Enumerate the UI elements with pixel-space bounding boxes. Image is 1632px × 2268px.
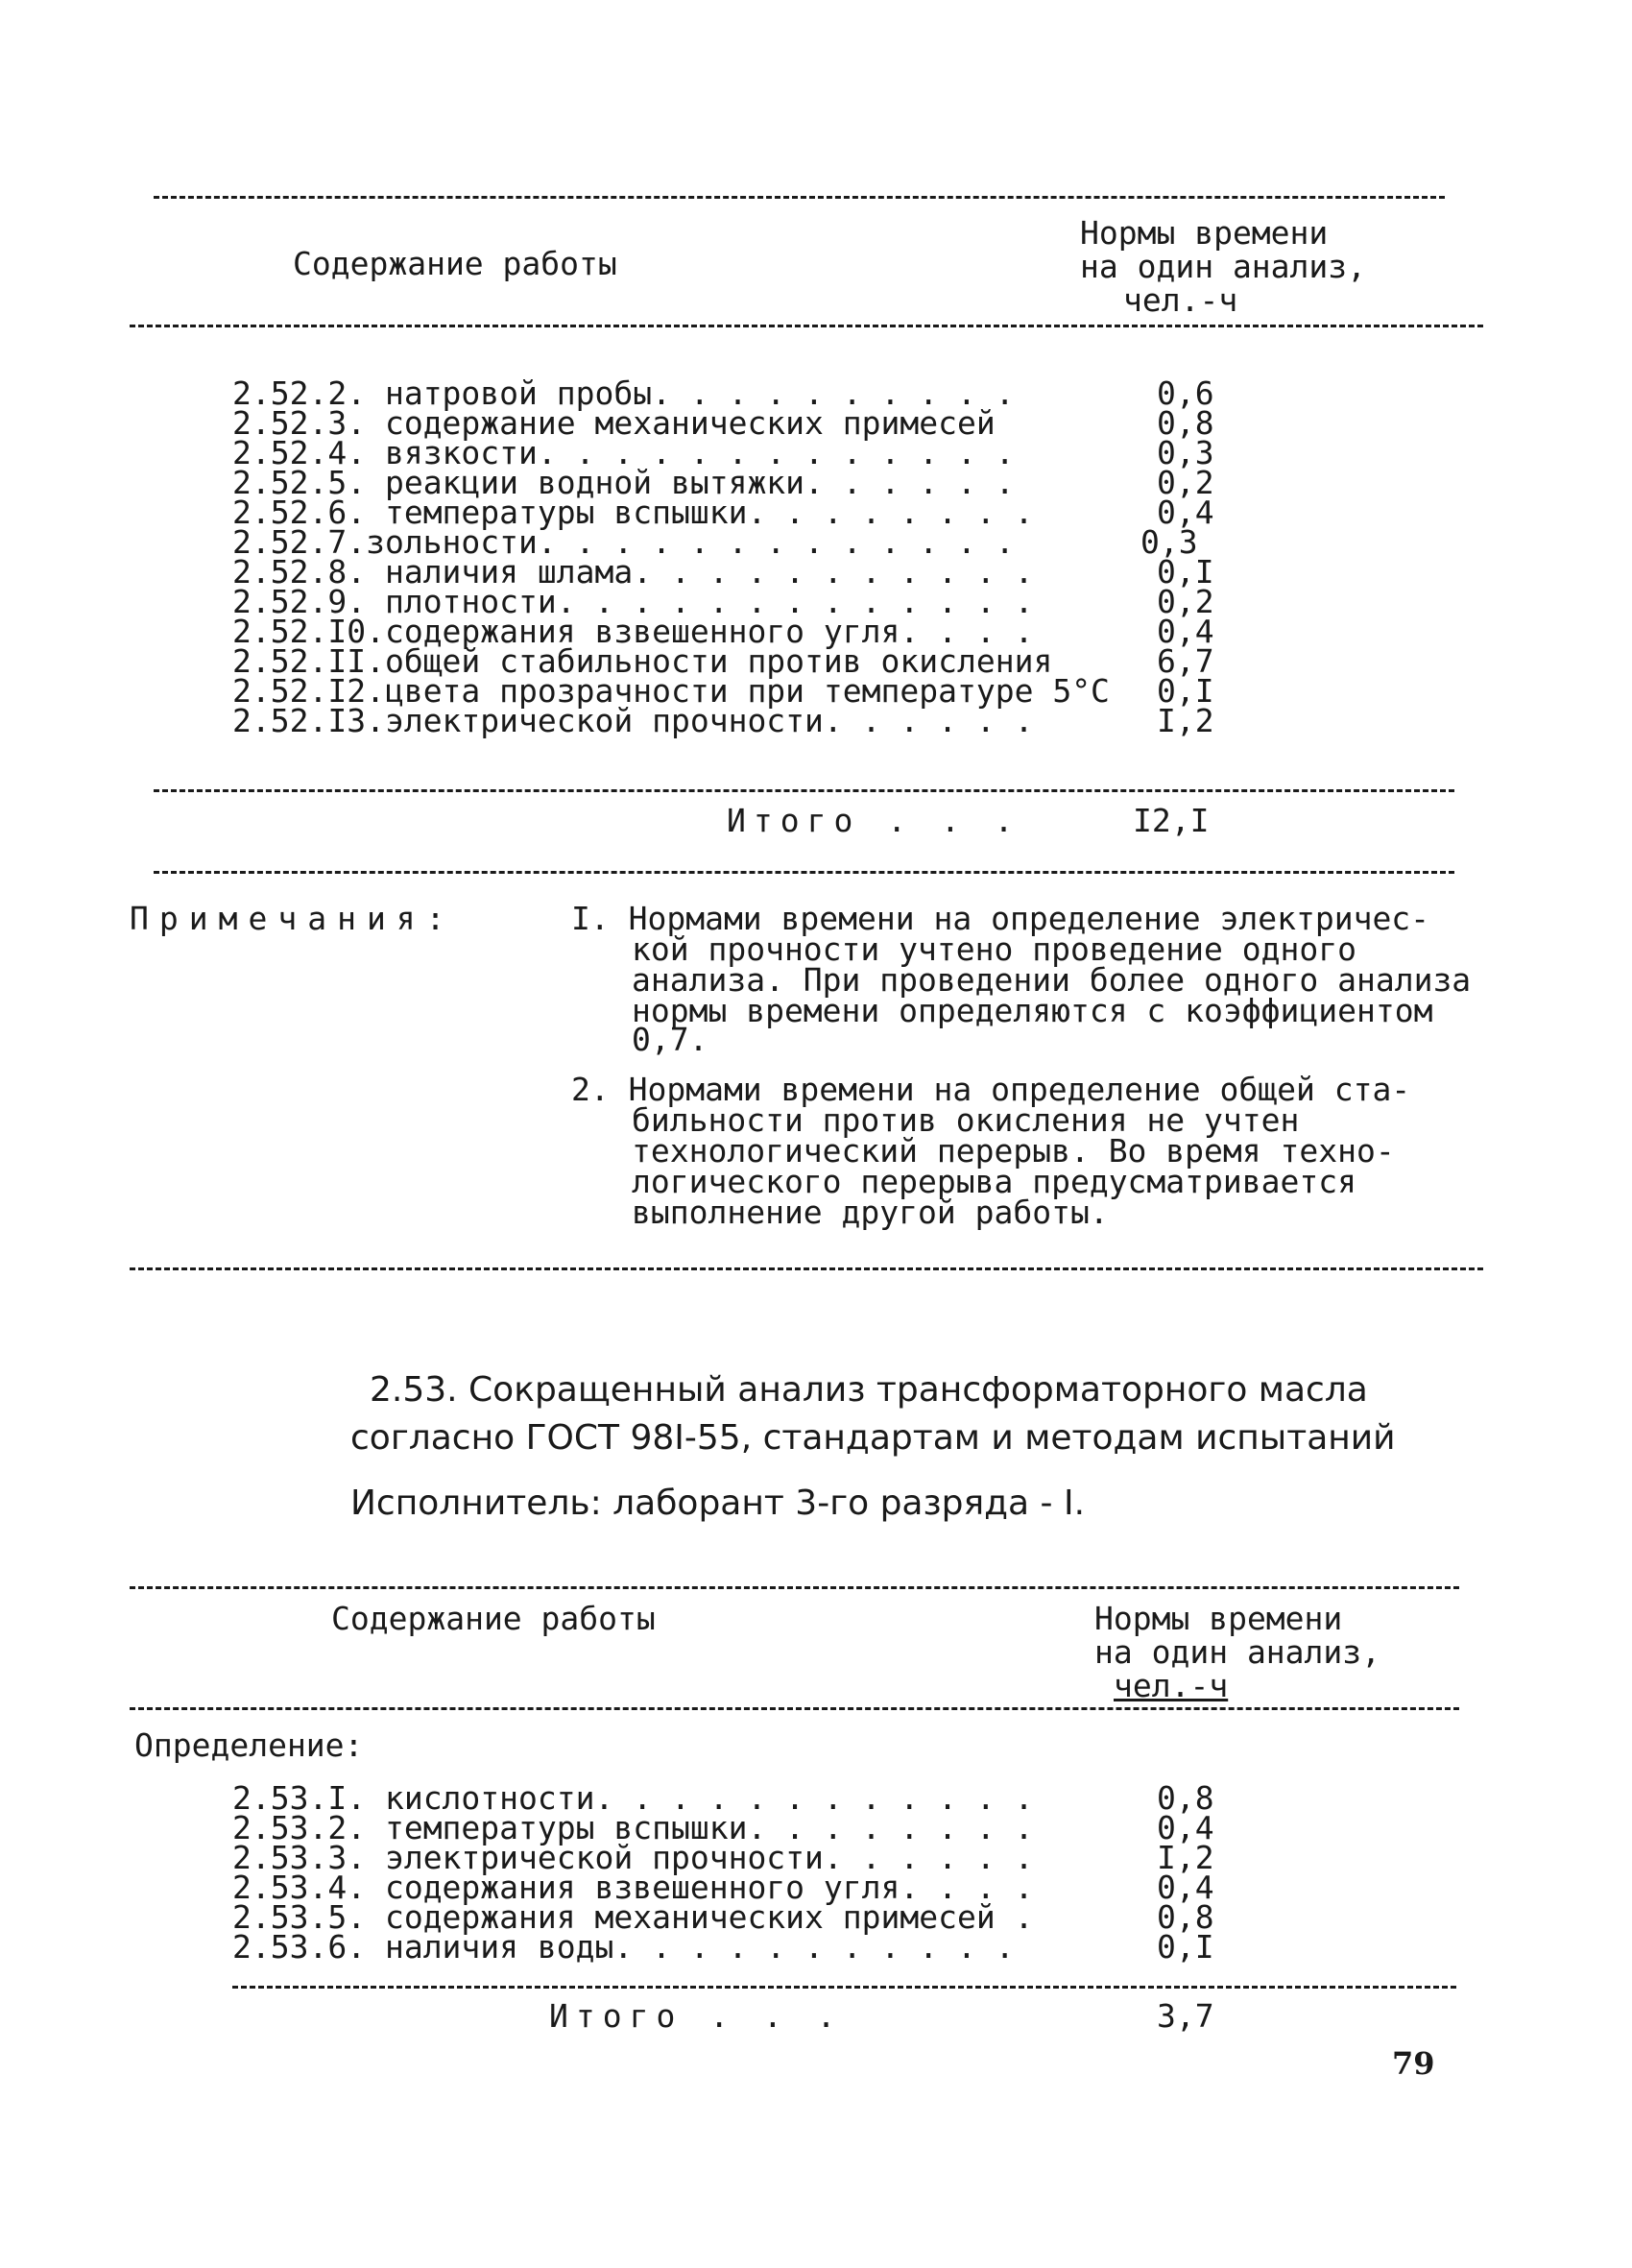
row-value: 0,8 (1157, 404, 1214, 442)
rule-top (154, 196, 1445, 199)
table2-header-right-1: Нормы времени (1094, 1600, 1343, 1637)
row-code: 2.52.3. (232, 404, 367, 442)
row-value: 0,I (1157, 672, 1214, 710)
section-executor: Исполнитель: лаборант 3-го разряда - I. (350, 1484, 1086, 1523)
section-title-line-1: 2.53. Сокращенный анализ трансформаторного масла (370, 1370, 1368, 1410)
row-text: натровой пробы. . . . . . . . . . (384, 374, 1015, 412)
row-code: 2.52.4. (232, 434, 367, 471)
row-value: 0,8 (1157, 1779, 1214, 1817)
note2-line-2: бильности против окисления не учтен (632, 1101, 1300, 1139)
row-value: 0,3 (1157, 434, 1214, 471)
table1-header-left: Содержание работы (293, 245, 617, 282)
table2-total-value: 3,7 (1157, 1997, 1214, 2035)
row-value: 0,2 (1157, 583, 1214, 620)
table2-header-left: Содержание работы (331, 1600, 656, 1637)
row-value: 0,4 (1157, 613, 1214, 650)
rule-after-notes (130, 1267, 1483, 1270)
row-code: 2.52.I2. (232, 672, 385, 710)
rule-header-bottom (130, 325, 1483, 327)
row-code: 2.52.5. (232, 464, 367, 501)
row-code: 2.53.6. (232, 1928, 367, 1966)
note2-line-1: 2. Нормами времени на определение общей ста- (571, 1071, 1411, 1108)
row-code: 2.52.II. (232, 642, 385, 680)
row-code: 2.53.3. (232, 1839, 367, 1876)
row-text: электрической прочности. . . . . . (384, 1839, 1034, 1876)
note2-line-4: логического перерыва предусматривается (632, 1163, 1356, 1200)
table2-rule-before-total (232, 1986, 1456, 1989)
note1-line-2: кой прочности учтено проведение одного (632, 930, 1356, 968)
table1-total-value: I2,I (1133, 802, 1210, 839)
table1-header-right-1: Нормы времени (1080, 214, 1329, 252)
row-text: кислотности. . . . . . . . . . . . (384, 1779, 1034, 1817)
row-code: 2.52.7. (232, 523, 367, 561)
row-value: 0,I (1157, 553, 1214, 591)
row-value: 0,6 (1157, 374, 1214, 412)
table2-header-right-3: чел.-ч (1114, 1667, 1229, 1704)
page-number: 79 (1392, 2045, 1435, 2082)
note2-line-5: выполнение другой работы. (632, 1194, 1109, 1231)
row-text: реакции водной вытяжки. . . . . . (384, 464, 1015, 501)
row-text: содержания механических примесей . (384, 1898, 1034, 1936)
table-row (232, 702, 1034, 739)
table2-subheader: Определение: (134, 1726, 364, 1764)
row-value: 0,2 (1157, 464, 1214, 501)
row-text: содержание механических примесей (384, 404, 996, 442)
table2-total-label: Итого . . . (549, 1997, 844, 2035)
table2-rule-top (130, 1586, 1459, 1589)
row-value: 0,4 (1157, 1869, 1214, 1906)
row-text: температуры вспышки. . . . . . . . (384, 494, 1034, 531)
table2-rule-header-bottom (130, 1707, 1459, 1710)
row-value: 0,4 (1157, 494, 1214, 531)
rule-before-total (154, 789, 1454, 792)
row-code: 2.52.6. (232, 494, 367, 531)
row-text: содержания взвешенного угля. . . . (384, 613, 1034, 650)
row-text: электрической прочности. . . . . . (384, 702, 1034, 739)
table1-header-right-3: чел.-ч (1123, 281, 1238, 319)
row-code: 2.53.5. (232, 1898, 367, 1936)
note1-line-5: 0,7. (632, 1021, 708, 1058)
note2-line-3: технологический перерыв. Во время техно- (632, 1132, 1395, 1170)
row-text: вязкости. . . . . . . . . . . . . (384, 434, 1015, 471)
row-value: 0,4 (1157, 1809, 1214, 1846)
row-code: 2.52.I0. (232, 613, 385, 650)
row-code: 2.52.I3. (232, 702, 385, 739)
row-value: 0,8 (1157, 1898, 1214, 1936)
row-value: 0,I (1157, 1928, 1214, 1966)
row-code: 2.53.4. (232, 1869, 367, 1906)
row-code: 2.53.2. (232, 1809, 367, 1846)
notes-label: Примечания: (130, 900, 456, 937)
row-code: 2.53.I. (232, 1779, 367, 1817)
row-code: 2.52.8. (232, 553, 367, 591)
rule-after-total (154, 871, 1454, 874)
row-code: 2.52.9. (232, 583, 367, 620)
row-text: наличия шлама. . . . . . . . . . . (384, 553, 1034, 591)
section-title-line-2: согласно ГОСТ 98I-55, стандартам и методам испытаний (350, 1418, 1396, 1458)
row-text: цвета прозрачности при температуре 5°C (384, 672, 1110, 710)
row-code: 2.52.2. (232, 374, 367, 412)
row-text: содержания взвешенного угля. . . . (384, 1869, 1034, 1906)
note1-line-3: анализа. При проведении более одного анализа (632, 961, 1472, 999)
row-value: I,2 (1157, 702, 1214, 739)
row-text: наличия воды. . . . . . . . . . . (384, 1928, 1015, 1966)
table2-header-right-2: на один анализ, (1094, 1633, 1381, 1671)
row-text: общей стабильности против окисления (384, 642, 1053, 680)
row-value: 6,7 (1157, 642, 1214, 680)
row-value: 0,3 (1140, 523, 1198, 561)
table1-total-label: Итого . . . (727, 802, 1021, 839)
table-row (232, 1928, 1015, 1966)
row-text: плотности. . . . . . . . . . . . . (384, 583, 1034, 620)
note1-line-1: I. Нормами времени на определение электричес- (571, 900, 1430, 937)
row-text: температуры вспышки. . . . . . . . (384, 1809, 1034, 1846)
row-text: зольности. . . . . . . . . . . . . (366, 523, 1015, 561)
row-value: I,2 (1157, 1839, 1214, 1876)
note1-line-4: нормы времени определяются с коэффициентом (632, 992, 1433, 1029)
table1-header-right-2: на один анализ, (1080, 248, 1367, 285)
